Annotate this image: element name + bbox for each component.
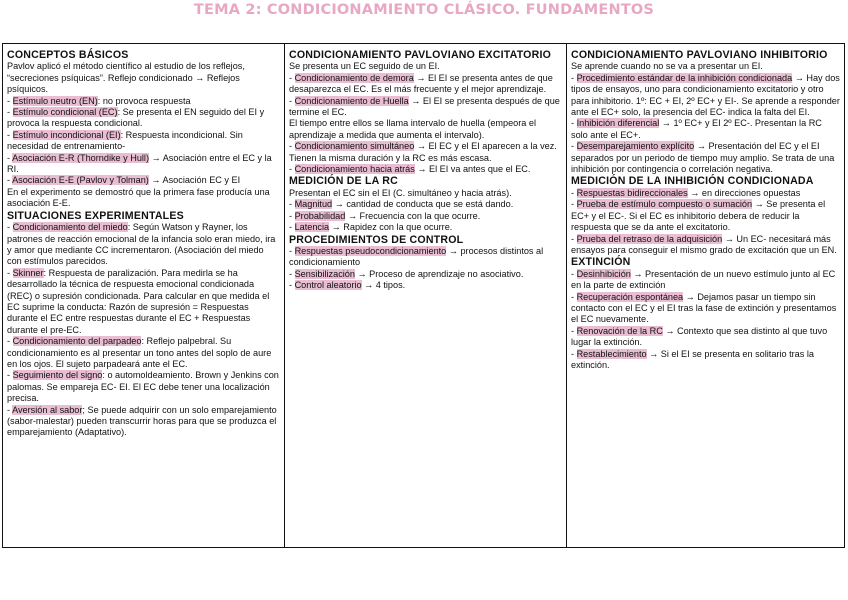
- highlighted-term: Recuperación espontánea: [576, 291, 684, 302]
- bullet-dash: -: [571, 187, 577, 198]
- highlighted-term: Condicionamiento hacia atrás: [294, 164, 415, 175]
- highlighted-term: Asociación E-E (Pavlov y Tolman): [12, 175, 149, 186]
- page-title: TEMA 2: CONDICIONAMIENTO CLÁSICO. FUNDAMENTOS: [193, 2, 655, 18]
- term-entry: [7, 130, 280, 153]
- entry-text: → Contexto que sea distinto al que tuvo lugar la extinción.: [571, 325, 828, 348]
- column-basic-concepts: [3, 44, 285, 547]
- term-entry: [571, 326, 840, 349]
- highlighted-term: Asociación E-R (Thorndike y Hull): [12, 152, 149, 163]
- term-entry: [571, 199, 840, 233]
- bullet-dash: -: [7, 222, 13, 233]
- term-entry: [7, 222, 280, 268]
- entry-text: : Se presenta el EN seguido del EI y provoca la respuesta condicional.: [7, 107, 265, 129]
- highlighted-term: Aversión al sabor: [12, 404, 83, 415]
- paragraph: [7, 61, 280, 95]
- bullet-dash: -: [571, 325, 577, 336]
- column-inhibitory: [567, 44, 844, 547]
- entry-text: → Asociación EC y EI: [148, 175, 241, 186]
- paragraph: [289, 61, 562, 72]
- bullet-dash: -: [289, 141, 295, 152]
- entry-text: → Presentación de un nuevo estímulo junto al EC en la parte de extinción: [571, 268, 836, 291]
- term-entry: [7, 175, 280, 186]
- entry-text: → Presentación del EC y el EI separados por un periodo de tiempo muy amplio. Se trata de una inhibición por contingencia o correlación negativa.: [571, 141, 835, 175]
- entry-text: → Un EC- necesitará más ensayos para conseguir el mismo grado de excitación que un EN.: [571, 233, 837, 255]
- entry-text: Presentan el EC sin el EI (C. simultáneo y hacia atrás).: [289, 187, 512, 198]
- term-entry: [289, 211, 562, 222]
- entry-text: : o automoldeamiento. Brown y Jenkins con palomas. Se empareja EC- EI. El EC debe tener una localización precisa.: [7, 370, 279, 404]
- bullet-dash: -: [571, 118, 577, 129]
- section-heading: CONDICIONAMIENTO PAVLOVIANO INHIBITORIO: [571, 49, 828, 61]
- content-table: [2, 43, 845, 548]
- entry-text: : Respuesta incondicional. Sin necesidad de entrenamiento-: [7, 129, 243, 152]
- section-heading: PROCEDIMIENTOS DE CONTROL: [289, 233, 464, 246]
- bullet-dash: -: [289, 245, 295, 256]
- entry-text: → El EI se presenta después de que termine el EC.: [289, 95, 560, 118]
- term-entry: [289, 199, 562, 210]
- bullet-dash: -: [7, 404, 13, 415]
- term-entry: [571, 349, 840, 372]
- entry-text: → Dejamos pasar un tiempo sin contacto con el EC y el EI tras la fase de extinción y presentamos el EC nuevamente.: [571, 291, 837, 325]
- entry-text: → Asociación entre el EC y la RI.: [7, 152, 272, 175]
- highlighted-term: Estímulo neutro (EN): [12, 95, 98, 106]
- term-entry: [571, 118, 840, 141]
- term-entry: [289, 222, 562, 233]
- bullet-dash: -: [7, 267, 13, 278]
- entry-text: → El EI se presenta antes de que desaparezca el EC. Es el más frecuente y el mejor aprendizaje.: [289, 72, 553, 95]
- highlighted-term: Renovación de la RC: [576, 325, 663, 336]
- entry-text: En el experimento se demostró que la primera fase producía una asociación E-E.: [7, 186, 270, 209]
- paragraph: [571, 61, 840, 72]
- entry-text: Se presenta un EC seguido de un EI.: [289, 61, 440, 72]
- highlighted-term: Estímulo condicional (EC): [12, 107, 118, 118]
- entry-text: Se aprende cuando no se va a presentar un EI.: [571, 61, 763, 72]
- highlighted-term: Latencia: [294, 222, 330, 233]
- term-entry: [289, 141, 562, 164]
- bullet-dash: -: [7, 336, 13, 347]
- bullet-dash: -: [289, 199, 295, 210]
- term-entry: [7, 268, 280, 336]
- bullet-dash: -: [289, 280, 295, 291]
- entry-text: : Reflejo palpebral. Su condicionamiento es al presentar un tono antes del soplo de aure en los ojos. El sujeto parpadeará ante el EC.: [7, 336, 272, 369]
- highlighted-term: Condicionamiento de Huella: [294, 95, 409, 106]
- bullet-dash: -: [571, 348, 577, 359]
- term-entry: [289, 246, 562, 269]
- term-entry: [289, 73, 562, 96]
- highlighted-term: Prueba del retraso de la adquisición: [576, 233, 723, 244]
- bullet-dash: -: [571, 72, 577, 83]
- entry-text: → Proceso de aprendizaje no asociativo.: [354, 268, 524, 279]
- bullet-dash: -: [289, 222, 295, 233]
- bullet-dash: -: [571, 291, 577, 302]
- term-entry: [571, 269, 840, 292]
- bullet-dash: -: [289, 210, 295, 221]
- term-entry: [7, 336, 280, 370]
- section-heading: SITUACIONES EXPERIMENTALES: [7, 209, 184, 222]
- entry-text: : Según Watson y Rayner, los patrones de reacción emocional de la infancia solo eran miedo, ira y amor que mediante CC incrementaron. (Asociación del miedo con estímulos parecidos.: [7, 222, 276, 267]
- highlighted-term: Condicionamiento de demora: [294, 72, 414, 83]
- highlighted-term: Respuestas pseudocondicionamiento: [294, 245, 447, 256]
- highlighted-term: Inhibición diferencial: [576, 118, 660, 129]
- highlighted-term: Sensibilización: [294, 268, 355, 279]
- column-excitatory: [285, 44, 567, 547]
- section-heading: EXTINCIÓN: [571, 256, 631, 269]
- bullet-dash: -: [7, 129, 13, 140]
- term-entry: [571, 73, 840, 119]
- section-heading: CONDICIONAMIENTO PAVLOVIANO EXCITATORIO: [289, 49, 552, 61]
- term-entry: [7, 96, 280, 107]
- entry-text: → cantidad de conducta que se está dando.: [332, 199, 514, 210]
- highlighted-term: Prueba de estímulo compuesto o sumación: [576, 199, 753, 210]
- term-entry: [571, 234, 840, 257]
- entry-text: ; Se puede adquirir con un solo emparejamiento (sabor-malestar) pueden transcurrir horas para que se produzca el emparejamiento (Adaptativo).: [7, 404, 277, 438]
- highlighted-term: Condicionamiento simultáneo: [294, 141, 415, 152]
- highlighted-term: Restablecimiento: [576, 348, 647, 359]
- paragraph: [7, 187, 280, 210]
- entry-text: → El EC y el EI aparecen a la vez. Tienen la misma duración y la RC es más escasa.: [289, 141, 557, 163]
- bullet-dash: -: [289, 72, 295, 83]
- entry-text: → 4 tipos.: [361, 280, 406, 291]
- section-heading: MEDICIÓN DE LA RC: [289, 175, 398, 188]
- entry-text: → Se presenta el EC+ y el EC-. Si el EC es inhibitorio debera de reducir la respuesta que se da ante el excitatorio.: [571, 199, 826, 233]
- highlighted-term: Desemparejamiento explícito: [576, 141, 695, 152]
- highlighted-term: Respuestas bidireccionales: [576, 187, 688, 198]
- bullet-dash: -: [571, 268, 577, 279]
- term-entry: [289, 269, 562, 280]
- term-entry: [289, 164, 562, 175]
- highlighted-term: Condicionamiento del miedo: [12, 222, 128, 233]
- paragraph: [289, 118, 562, 141]
- entry-text: Pavlov aplicó el método científico al estudio de los reflejos, “secreciones psíquicas”. Reflejo condicionado → Reflejos psíquicos.: [7, 61, 245, 95]
- highlighted-term: Skinner: [12, 267, 44, 278]
- bullet-dash: -: [571, 141, 577, 152]
- highlighted-term: Procedimiento estándar de la inhibición condicionada: [576, 72, 793, 83]
- highlighted-term: Seguimiento del signo: [12, 370, 103, 381]
- entry-text: El tiempo entre ellos se llama intervalo de huella (empeora el aprendizaje a medida que aumenta el intervalo).: [289, 118, 537, 140]
- term-entry: [571, 141, 840, 175]
- bullet-dash: -: [571, 199, 577, 210]
- entry-text: → en direcciones opuestas: [687, 187, 801, 198]
- highlighted-term: Probabilidad: [294, 210, 346, 221]
- highlighted-term: Desinhibición: [576, 268, 631, 279]
- entry-text: → Frecuencia con la que ocurre.: [345, 210, 481, 221]
- term-entry: [289, 280, 562, 291]
- paragraph: [289, 188, 562, 199]
- highlighted-term: Control aleatorio: [294, 280, 362, 291]
- highlighted-term: Magnitud: [294, 199, 333, 210]
- entry-text: → El EI va antes que el EC.: [414, 164, 531, 175]
- bullet-dash: -: [7, 175, 13, 186]
- term-entry: [7, 107, 280, 130]
- term-entry: [7, 405, 280, 439]
- bullet-dash: -: [289, 95, 295, 106]
- entry-text: → 1º EC+ y EI 2º EC-. Presentan la RC solo ante el EC+.: [571, 118, 822, 140]
- entry-text: : Respuesta de paralización. Para medirla se ha desarrollado la técnica de respuesta emocional condicionada (REC) o supresión condicionada. Para calcular en que medida el EC suprime la conducta: Razón de supresión = Respuestas durante el EC entre respuestas durante el EC + Respuestas durante el pre-EC.: [7, 267, 270, 335]
- entry-text: → procesos distintos al condicionamiento: [289, 245, 544, 268]
- bullet-dash: -: [289, 268, 295, 279]
- bullet-dash: -: [7, 370, 13, 381]
- bullet-dash: -: [7, 152, 13, 163]
- term-entry: [7, 153, 280, 176]
- section-heading: CONCEPTOS BÁSICOS: [7, 49, 129, 61]
- section-heading: MEDICIÓN DE LA INHIBICIÓN CONDICIONADA: [571, 175, 814, 188]
- highlighted-term: Condicionamiento del parpadeo: [12, 336, 142, 347]
- bullet-dash: -: [289, 164, 295, 175]
- term-entry: [571, 188, 840, 199]
- bullet-dash: -: [7, 95, 13, 106]
- entry-text: : no provoca respuesta: [97, 95, 191, 106]
- term-entry: [571, 292, 840, 326]
- term-entry: [7, 370, 280, 404]
- bullet-dash: -: [571, 233, 577, 244]
- entry-text: → Rapidez con la que ocurre.: [329, 222, 453, 233]
- highlighted-term: Estímulo incondicional (EI): [12, 129, 121, 140]
- entry-text: → Si el EI se presenta en solitario tras la extinción.: [571, 348, 814, 370]
- bullet-dash: -: [7, 107, 13, 118]
- entry-text: → Hay dos tipos de ensayos, uno para condicionamiento excitatorio y otro para inhibitorio. 1º: EC + EI, 2º EC+ y EI-. Se aprende a responder ante el EC+ solo, la presencia del EC- indica la falta del EI.: [571, 72, 840, 118]
- term-entry: [289, 96, 562, 119]
